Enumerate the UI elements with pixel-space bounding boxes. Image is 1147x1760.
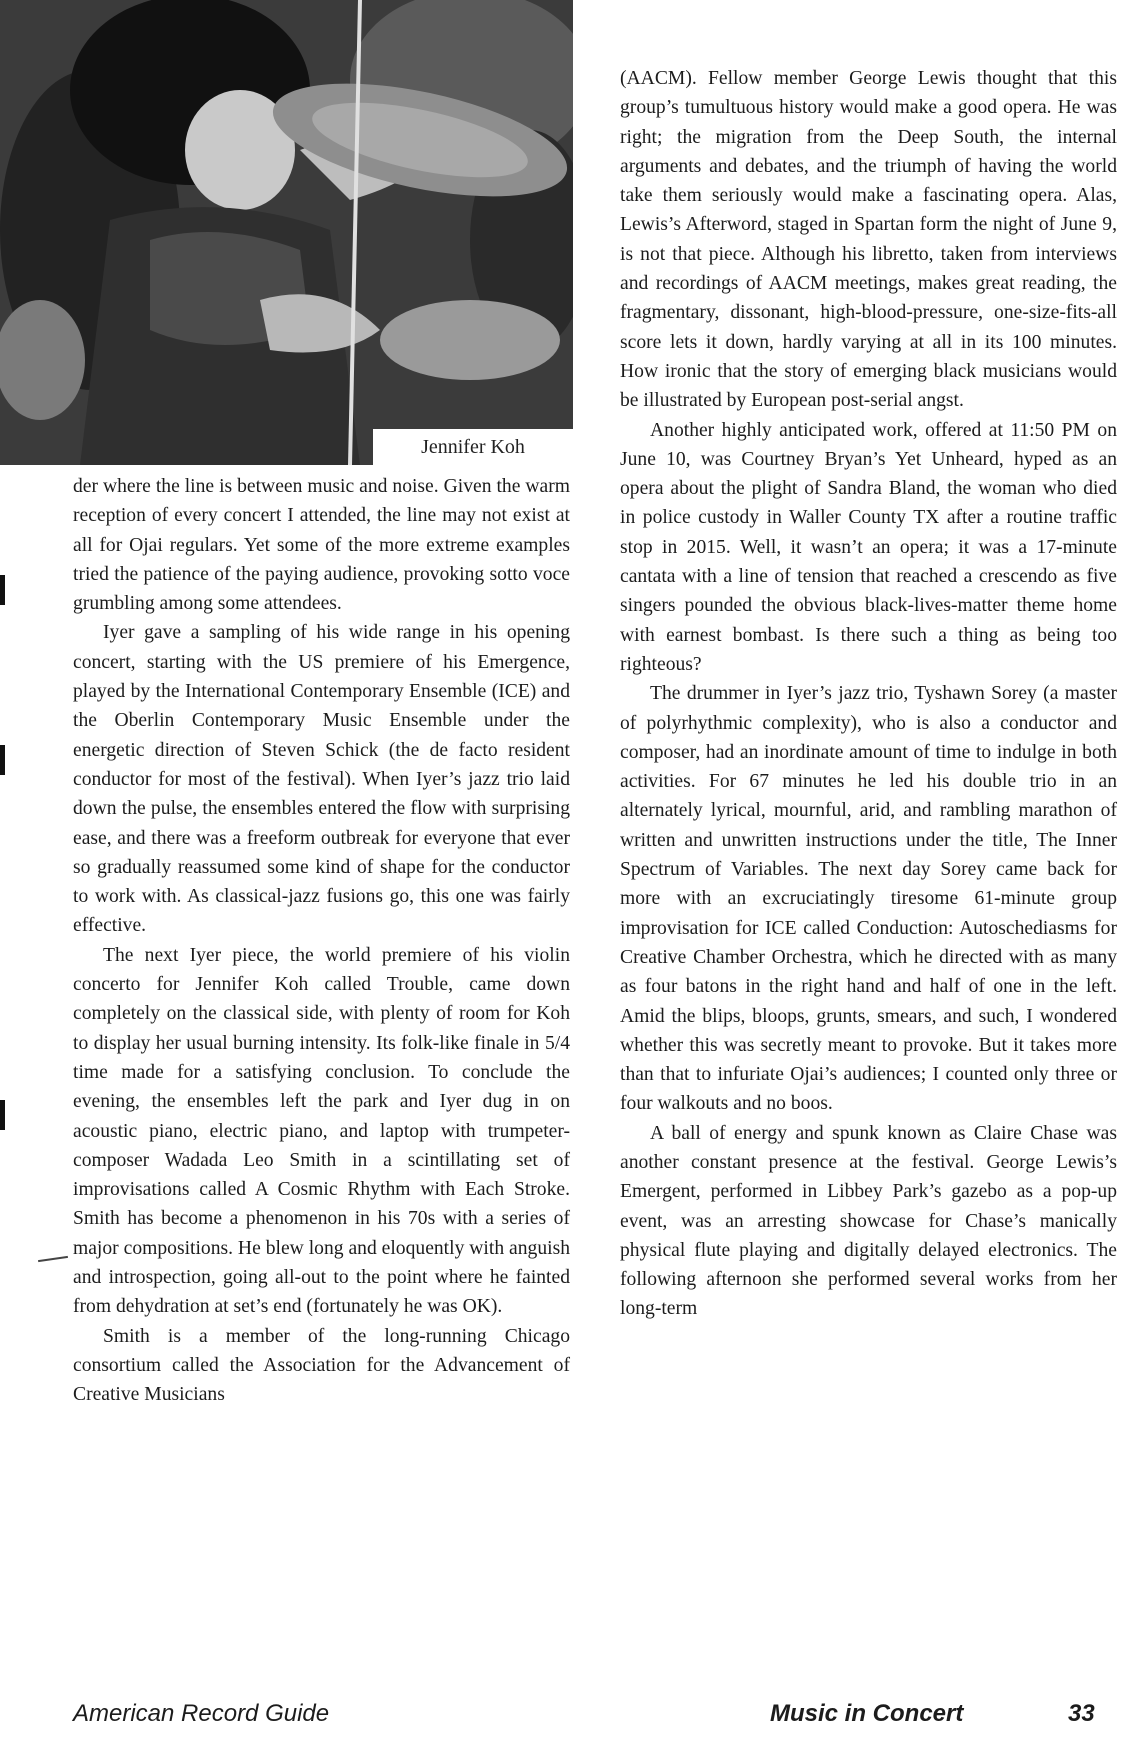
paragraph: der where the line is between music and noise. Given the warm reception of every concert I attended, the line may not exist at all for Ojai regulars. Yet some of the more extreme examples tried the patience of the paying audience, provoking sotto voce grumbling among some attendees. [73,476,570,615]
paragraph: Another highly anticipated work, offered at 11:50 PM on June 10, was Courtney Bryan’s Yet Unheard, hyped as an opera about the plight of Sandra Bland, the woman who died in police custody in Waller County TX after a routine traffic stop in 2015. Well, it wasn’t an opera; it was a 17-minute cantata with a line of tension that reached a crescendo as five singers pounded the obvious black-lives-matter theme home with earnest bombast. Is there such a thing as being too righteous? [620,419,1117,675]
paragraph: The next Iyer piece, the world premiere of his violin concerto for Jennifer Koh called Trouble, came down completely on the classical side, with plenty of room for Koh to display her usual burning intensity. Its folk-like finale in 5/4 time made for a satisfying conclusion. To conclude the evening, the ensembles left the park and Iyer dug in on acoustic piano, electric piano, and laptop with trumpeter-composer Wadada Leo Smith in a scintillating set of improvisations called A Cosmic Rhythm with Each Stroke. Smith has become a phenomenon in his 70s with a series of major compositions. He blew long and eloquently with anguish and introspection, going all-out to the point where he fainted from dehydration at set’s end (fortunately he was OK). [73,944,570,1318]
concert-photo [0,0,573,465]
article-column-left [73,472,570,1410]
publication-name: American Record Guide [73,1700,330,1727]
paragraph: (AACM). Fellow member George Lewis thought that this group’s tumultuous history would make a good opera. He was right; the migration from the Deep South, the internal arguments and debates, and the triumph of having the world take them seriously would make a fascinating opera. Alas, Lewis’s Afterword, staged in Spartan form the night of June 9, is not that piece. Although his libretto, taken from interviews and recordings of AACM meetings, makes great reading, the fragmentary, dissonant, high-blood-pressure, one-size-fits-all score lets it down, hardly varying at all in its 100 minutes. How ironic that the story of emerging black musicians would be illustrated by European post-serial angst. [620,68,1117,412]
margin-mark [0,1100,5,1130]
margin-mark [0,745,5,775]
paragraph: The drummer in Iyer’s jazz trio, Tyshawn Sorey (a master of polyrhythmic complexity), who is also a conductor and composer, had an inordinate amount of time to indulge in both activities. For 67 minutes he led his double trio in an alternately lyrical, mournful, arid, and rambling marathon of written and unwritten instructions under the title, The Inner Spectrum of Variables. The next day Sorey came back for more with an excruciatingly tiresome 61-minute group improvisation for ICE called Conduction: Autoschediasms for Creative Chamber Orchestra, which he directed with as many as four batons in the right hand and half of one in the left. Amid the blips, bloops, grunts, smears, and such, I wondered whether this was secretly meant to provoke. But it takes more than that to infuriate Ojai’s audiences; I counted only three or four walkouts and no boos. [620,683,1117,1115]
section-name: Music in Concert [770,1700,964,1727]
margin-mark [0,575,5,605]
paragraph: Iyer gave a sampling of his wide range in his opening concert, starting with the US premiere of his Emergence, played by the International Contemporary Ensemble (ICE) and the Oberlin Contemporary Music Ensemble under the energetic direction of Steven Schick (the de facto resident conductor for most of the festival). When Iyer’s jazz trio laid down the pulse, the ensembles entered the flow with surprising ease, and there was a freeform outbreak for everyone that ever so gradually reassumed some kind of shape for the conductor to work with. As classical-jazz fusions go, this one was fairly effective. [73,622,570,937]
margin-dash [38,1256,68,1262]
photo-caption: Jennifer Koh [373,429,573,465]
page-number: 33 [1068,1700,1095,1727]
paragraph: Smith is a member of the long-running Chicago consortium called the Association for the Advancement of Creative Musicians [73,1325,570,1406]
violinist-photo-icon [0,0,573,465]
article-column-right [620,64,1117,1324]
paragraph: A ball of energy and spunk known as Claire Chase was another constant presence at the festival. George Lewis’s Emergent, performed in Libbey Park’s gazebo as a pop-up event, was an arresting showcase for Chase’s manically physical flute playing and digitally delayed electronics. The following afternoon she performed several works from her long-term [620,1122,1117,1320]
